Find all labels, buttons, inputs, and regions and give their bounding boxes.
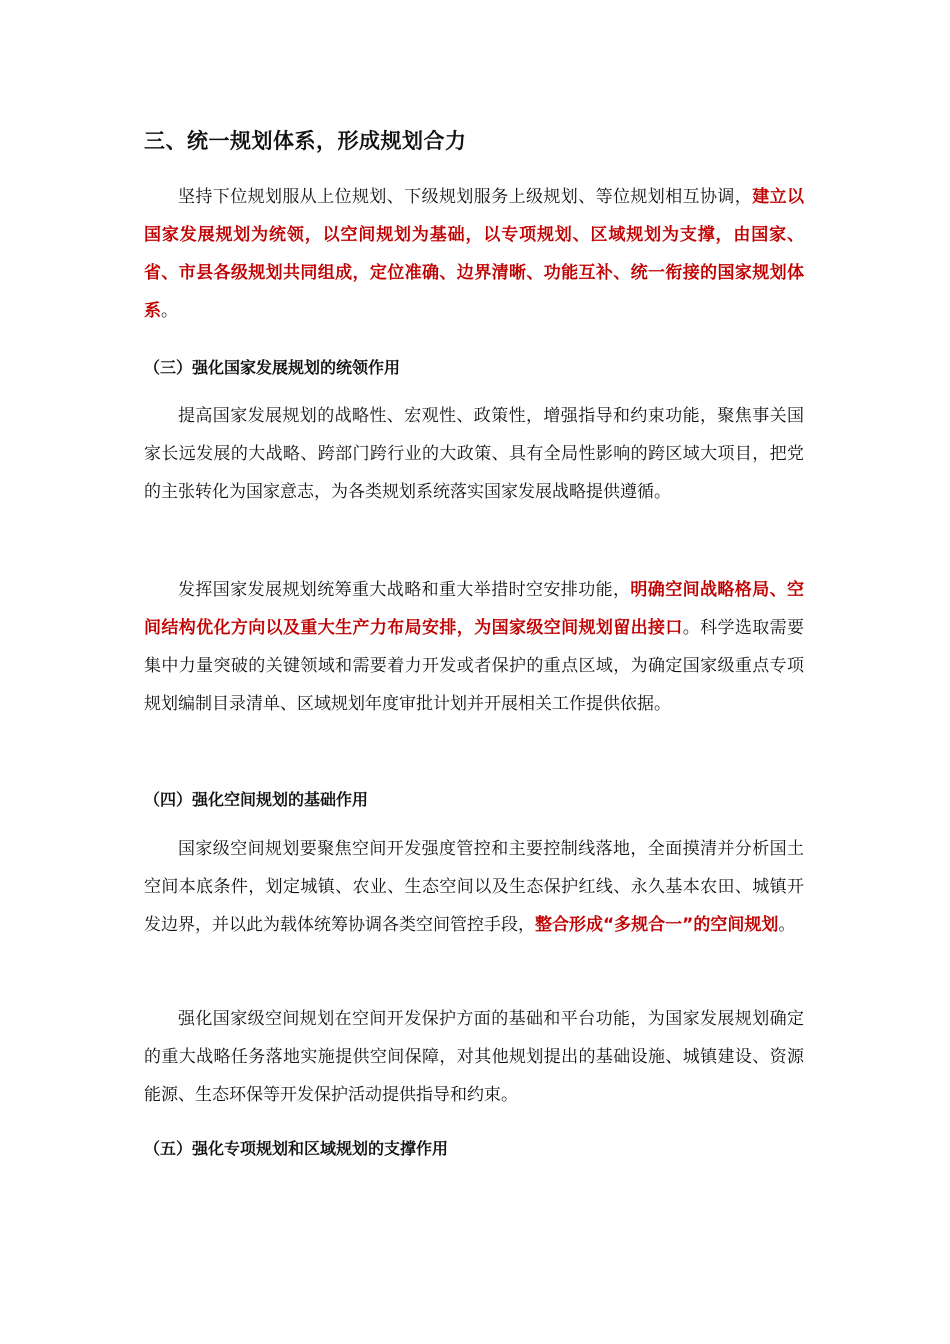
paragraph-3-tail: 。科学选取需要集中力量突破的关键领域和需要着力开发或者保护的重点区域，为确定国家级重点专项规划编制目录清单、区域规划年度审批计划并开展相关工作提供依据。 <box>144 618 805 714</box>
subheading-3: （三）强化国家发展规划的统领作用 <box>144 358 401 377</box>
paragraph-4-text: 国家级空间规划要聚焦空间开发强度管控和主要控制线落地，全面摸清并分析国土空间本底条件，划定城镇、农业、生态空间以及生态保护红线、永久基本农田、城镇开发边界，并以此为载体统筹协调各类空间管控手段， <box>144 839 804 935</box>
paragraph-3 <box>144 571 804 723</box>
paragraph-1-emphasis: 建立以国家发展规划为统领，以空间规划为基础，以专项规划、区域规划为支撑，由国家、省、市县各级规划共同组成，定位准确、边界清晰、功能互补、统一衔接的国家规划体系 <box>144 187 805 321</box>
paragraph-2: 提高国家发展规划的战略性、宏观性、政策性，增强指导和约束功能，聚焦事关国家长远发展的大战略、跨部门跨行业的大政策、具有全局性影响的跨区域大项目，把党的主张转化为国家意志，为各类规划系统落实国家发展战略提供遵循。 <box>144 406 804 502</box>
paragraph-5: 强化国家级空间规划在空间开发保护方面的基础和平台功能，为国家发展规划确定的重大战略任务落地实施提供空间保障，对其他规划提出的基础设施、城镇建设、资源能源、生态环保等开发保护活动提供指导和约束。 <box>144 1009 804 1105</box>
paragraph-4 <box>144 830 804 944</box>
paragraph-4-emphasis: 整合形成“多规合一”的空间规划 <box>535 915 779 935</box>
paragraph-1-text: 坚持下位规划服从上位规划、下级规划服务上级规划、等位规划相互协调， <box>178 187 753 207</box>
section-title: 三、统一规划体系，形成规划合力 <box>144 129 467 153</box>
paragraph-3-text: 发挥国家发展规划统筹重大战略和重大举措时空安排功能， <box>178 580 631 600</box>
paragraph-3-emphasis: 明确空间战略格局、空间结构优化方向以及重大生产力布局安排，为国家级空间规划留出接口 <box>144 580 805 638</box>
paragraph-1 <box>144 178 804 330</box>
paragraph-1-tail: 。 <box>161 301 178 321</box>
subheading-5: （五）强化专项规划和区域规划的支撑作用 <box>144 1139 449 1158</box>
subheading-4: （四）强化空间规划的基础作用 <box>144 790 369 809</box>
paragraph-4-tail: 。 <box>778 915 796 935</box>
